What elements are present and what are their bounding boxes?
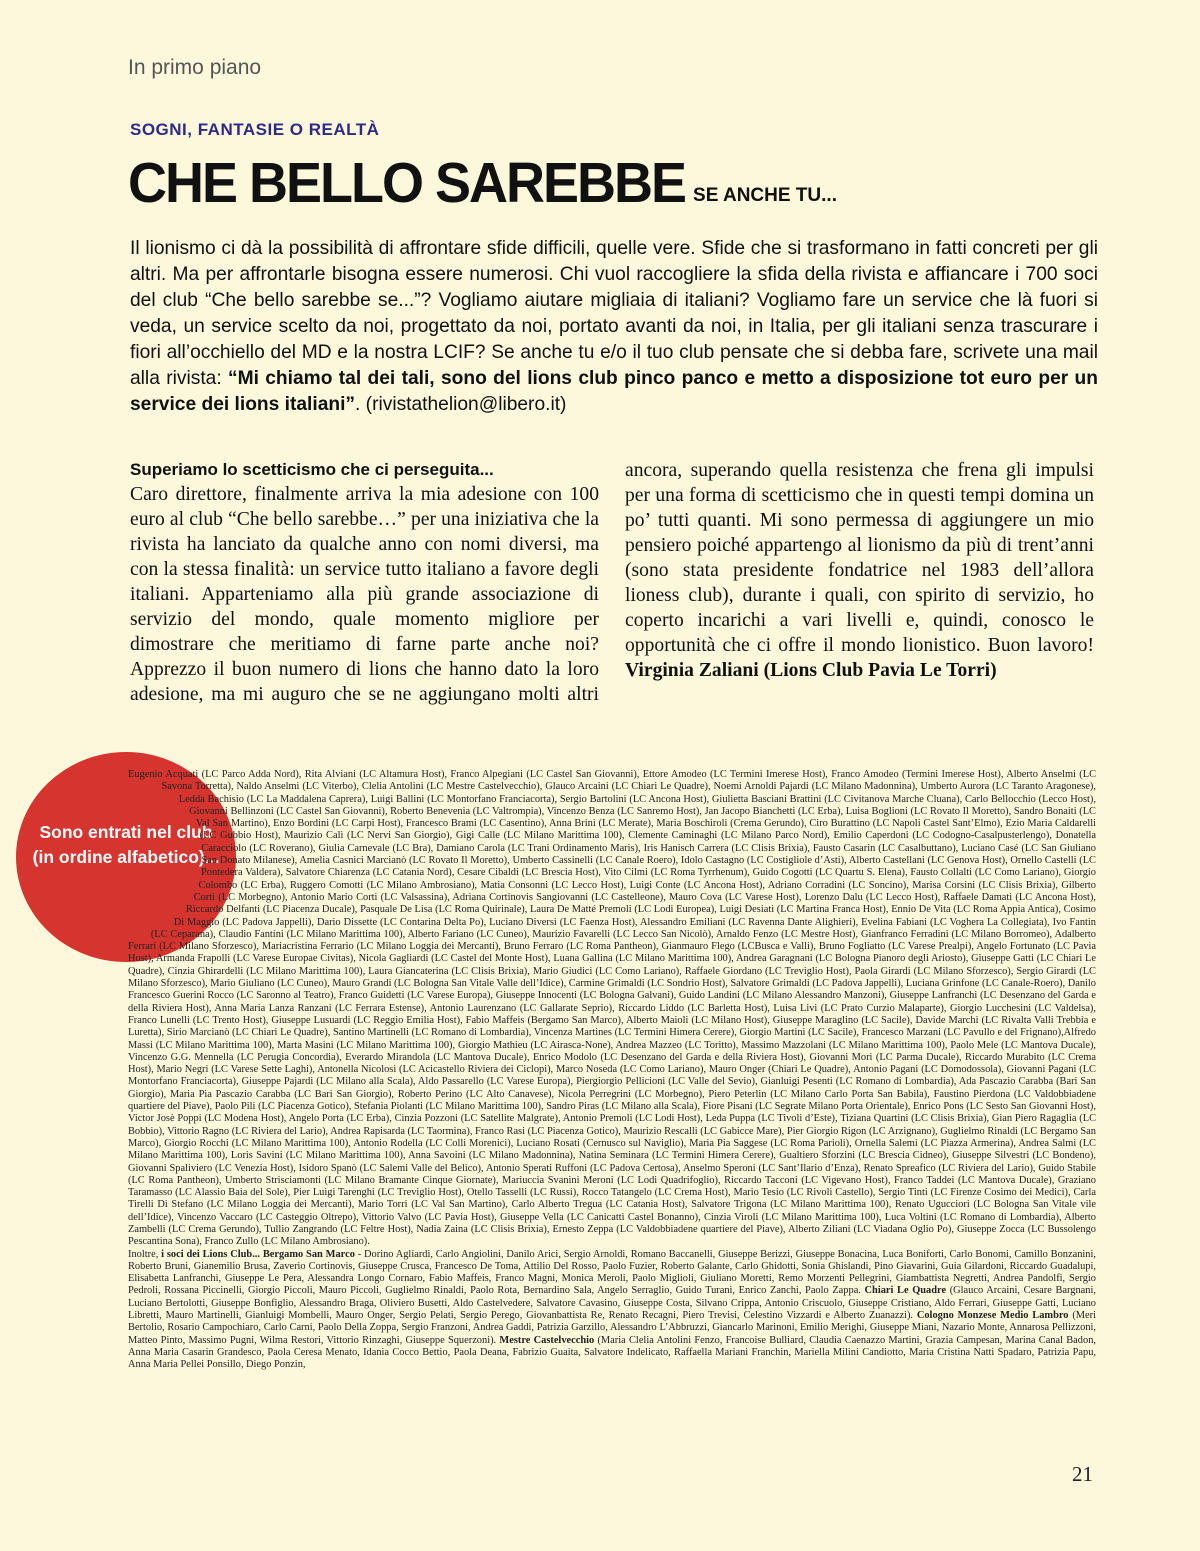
badge-line1: Sono entrati nel club <box>39 822 213 842</box>
intro-paragraph <box>130 236 1098 418</box>
kicker: SOGNI, FANTASIE O REALTÀ <box>130 120 380 139</box>
club-members-chiari: (Glauco Arcaini, Cesare Bargnani, Luciano Bertolotti, Giuseppe Bonfiglio, Alessandro Braga, Oliviero Busetti, Aldo Castelvedere, Salvatore Cavasino, Giuseppe Costa, Silvano Crippa, Antonio Criscuolo, Giuseppe Cristiano, Aldo Ferrari, Giuseppe Gatti, Luciano Libretti, Mauro Martinelli, Gianluigi Mombelli, Mauro Onger, Sergio Pelati, Sergio Perego, Giovanbattista Re, Renato Recagni, Piero Trevisi, Celestino Vizzardi e Alberto Zuanazzi). <box>128 1285 1096 1322</box>
page-number: 21 <box>1072 1462 1093 1486</box>
reader-letter <box>130 458 1094 707</box>
intro-text: Il lionismo ci dà la possibilità di affrontare sfide difficili, quelle vere. Sfide che si trasformano in fatti concreti per gli altri. Ma per affrontarle bisogna essere numerosi. Chi vuol raccogliere la sfida della rivista e affiancare i 700 soci del club “Che bello sarebbe se...”? Vogliamo aiutare migliaia di italiani? Vogliamo fare un service che là fuori si veda, un service scelto da noi, progettato da noi, portato avanti da noi, in Italia, per gli italiani senza trascurare i fiori all’occhiello del MD e la nostra LCIF? Se anche tu e/o il tuo club pensate che si debba fare, scrivete una mail alla rivista: <box>130 238 1098 389</box>
members-names: Eugenio Acquati (LC Parco Adda Nord), Rita Alviani (LC Altamura Host), Franco Alpegiani (LC Castel San Giovanni), Ettore Amodeo (LC Termini Imerese Host), Franco Amodeo (Termini Imerese Host), Alberto Anselmi (LC Savona Torretta), Naldo Anselmi (LC Viterbo), Clelia Antolini (LC Mestre Castelvecchio), Glauco Arcaini (LC Chiari Le Quadre), Noemi Arnoldi Pajardi (LC Milano Madonnina), Umberto Aurora (LC Taranto Aragonese), Ledda Bachisio (LC La Maddalena Caprera), Luigi Ballini (LC Montorfano Franciacorta), Sergio Bartolini (LC Ancona Host), Giulietta Basciani Brattini (LC Civitanova Marche Cluana), Carlo Bellocchio (Lecco Host), Giovanni Bellinzoni (LC Castel San Giovanni), Roberto Benevenia (LC Valtrompia), Vincenzo Benza (LC Sanremo Host), Jan Jacopo Bianchetti (LC Erba), Luisa Boglioni (LC Rovato Il Moretto), Sandro Bonaiti (LC Val San Martino), Enzo Bordini (LC Carpi Host), Francesco Brami (LC Casentino), Anna Brini (LC Merate), Maria Boschiroli (Crema Gerundo), Ciro Burattino (LC Napoli Castel Sant’Elmo), Ezio Maria Caldarelli (LC Gubbio Host), Maurizio Calì (LC Nervi San Giorgio), Gigi Calle (LC Milano Marittima 100), Clemente Caminaghi (LC Milano Parco Nord), Emilio Caperdoni (LC Codogno-Casalpusterlengo), Donatella Caracciolo (LC Roverano), Giulia Carnevale (LC Bra), Damiano Carola (LC Trani Ordinamento Maris), Iris Hanisch Carrera (LC Clisis Brixia), Fausto Casarin (LC Casalbuttano), Luciano Casé (LC San Giuliano San Donato Milanese), Amelia Casnici Marcianò (LC Rovato Il Moretto), Umberto Cassinelli (LC Canale Roero), Idolo Castagno (LC Costigliole d’Asti), Alberto Castellani (LC Genova Host), Ornello Castelli (LC Pontedera Valdera), Salvatore Chiarenza (LC Catania Nord), Cesare Cibaldi (LC Brescia Host), Vito Cilmi (LC Roma Tyrrhenum), Guido Cogotti (LC Quartu S. Elena), Fausto Collalti (LC Como Lariano), Giorgio Colombo (LC Erba), Ruggero Comotti (LC Milano Ambrosiano), Matia Consonni (LC Lecco Host), Luigi Conte (LC Ancona Host), Adriano Corradini (LC Soncino), Marisa Corsini (LC Clisis Brixia), Gilberto Corti (LC Morbegno), Antonio Mario Corti (LC Valsassina), Adriana Cortinovis Sangiovanni (LC Castelleone), Mauro Cova (LC Varese Host), Lorenzo Dalu (LC Lecco Host), Raffaele Damati (LC Ancona Host), Riccardo Delfanti (LC Piacenza Ducale), Pasquale De Lisa (LC Roma Quirinale), Laura De Matté Premoli (LC Lodi Europea), Luigi Desiati (LC Martina Franca Host), Ennio De Vita (LC Roma Appia Antica), Cosimo Di Maggio (LC Padova Jappelli), Dario Dissette (LC Contarina Delta Po), Luciano Diversi (LC Faenza Host), Alessandro Emiliani (LC Ravenna Dante Alighieri), Evelina Fabiani (LC Voghera La Collegiata), Ivo Fantin (LC Ceparana), Claudio Fantini (LC Milano Marittima 100), Alberto Fariano (LC Cuneo), Maurizio Favarelli (LC Lecco San Nicolò), Arnaldo Fenzo (LC Mestre Host), Gianfranco Ferradini (LC Milano Borromeo), Adalberto Ferrari (LC Milano Sforzesco), Mariacristina Ferrario (LC Milano Loggia dei Mercanti), Bruno Ferraro (LC Roma Pantheon), Gianmauro Flego (LCBusca e Valli), Bruno Fogliatto (LC Varese Prealpi), Angelo Fortunato (LC Pavia Host), Armanda Frapolli (LC Varese Europae Civitas), Nicola Gagliardi (LC Castel del Monte Host), Luana Gallina (LC Milano Marittima 100), Andrea Garagnani (LC Bologna Pianoro degli Ariosto), Giuseppe Gatti (LC Chiari Le Quadre), Cinzia Ghirardelli (LC Milano Marittima 100), Laura Giancaterina (LC Clisis Brixia), Mario Giudici (LC Como Lariano), Raffaele Giordano (LC Treviglio Host), Paola Girardi (LC Milano Sforzesco), Sergio Girardi (LC Milano Sforzesco), Mario Giuliano (LC Cuneo), Mauro Grandi (LC Bologna San Vitale Valle dell’Idice), Carmine Grimaldi (LC Sondrio Host), Salvatore Grimaldi (LC Padova Jappelli), Luciana Grinfone (LC Canale-Roero), Danilo Francesco Guerini Rocco (LC Saronno al Teatro), Franco Guidetti (LC Varese Europa), Giuseppe Innocenti (LC Bologna Galvani), Guido Landini (LC Milano Alessandro Manzoni), Giuseppe Lanfranchi (LC Desenzano del Garda e della Riviera Host), Anna Maria Lanza Ranzani (LC Ferrara Estense), Antonio Laurenzano (LC Gallarate Seprio), Riccardo Liddo (LC Barletta Host), Luisa Livi (LC Prato Curzio Malaparte), Giorgio Lucchesini (LC Valdelsa), Franco Lunelli (LC Trento Host), Giuseppe Lusuardi (LC Reggio Emilia Host), Fabio Maffeis (Bergamo San Marco), Alberto Maioli (LC Milano Host), Giuseppe Maraglino (LC Sacile), Davide Marchi (LC Rivalta Valli Trebbia e Luretta), Sirio Marcianò (LC Chiari Le Quadre), Santino Martinelli (LC Romano di Lombardia), Vincenza Martines (LC Termini Himera Cerere), Giorgio Martini (LC Sacile), Francesco Marzani (LC Pavullo e del Frignano),Alfredo Massi (LC Milano Marittima 100), Marta Masini (LC Milano Marittima 100), Giorgio Mathieu (LC Airasca-None), Andrea Mazzeo (LC Toritto), Massimo Mazzolani (LC Milano Marittima 100), Paolo Mele (LC Mantova Ducale), Vincenzo G.G. Mennella (LC Perugia Concordia), Everardo Mirandola (LC Mantova Ducale), Enrico Modolo (LC Desenzano del Garda e della Riviera Host), Giovanni Mori (LC Parma Ducale), Riccardo Murabito (LC Crema Host), Mario Negri (LC Varese Sette Laghi), Antonella Nicolosi (LC Acicastello Riviera dei Ciclopi), Marco Noseda (LC Como Lariano), Mauro Onger (Chiari Le Quadre), Antonio Pagani (LC Domodossola), Giovanni Pagani (LC Montorfano Franciacorta), Giuseppe Pajardi (LC Milano alla Scala), Aldo Passarello (LC Varese Europa), Piergiorgio Pellicioni (LC Valle del Sevio), Gianluigi Pesenti (LC Romano di Lombardia), Ada Pascazio Carabba (Bari San Giorgio), Maria Pia Pascazio Carabba (LC Bari San Giorgio), Roberto Perino (LC Alto Canavese), Nicola Perregrini (LC Morbegno), Piero Peterlin (LC Milano Carlo Porta San Babila), Faustino Pierdona (LC Valdobbiadene quartiere del Piave), Paolo Pili (LC Piacenza Gotico), Stefania Piolanti (LC Milano Marittima 100), Sandro Piras (LC Milano alla Scala), Fiore Pisani (LC Segrate Milano Porta Orientale), Enrico Pons (LC Sesto San Giovanni Host), Victor Josè Poppi (LC Modena Host), Angelo Porta (LC Erba), Cinzia Pozzoni (LC Satellite Malgrate), Antonio Premoli (LC Lodi Host), Leda Puppa (LC Tivoli d’Este), Tiziana Quartini (LC Clisis Brixia), Gian Piero Ragaglia (LC Bobbio), Vittorio Ragno (LC Riviera del Lario), Andrea Rapisarda (LC Taormina), Franco Rasi (LC Piacenza Gotico), Maurizio Rescalli (LC Gabicce Mare), Pier Giorgio Rigon (LC Arzignano), Guglielmo Rinaldi (LC Bergamo San Marco), Giorgio Rocchi (LC Milano Marittima 100), Antonio Rodella (LC Colli Morenici), Luciano Rosati (Cernusco sul Naviglio), Maria Pia Saggese (LC Roma Parioli), Ornella Salemi (LC Piazza Armerina), Andrea Salmi (LC Milano Marittima 100), Loris Savini (LC Milano Marittima 100), Anna Savoini (LC Milano Madonnina), Natina Seminara (LC Termini Himera Cerere), Gualtiero Sforzini (LC Brescia Cidneo), Giuseppe Silvestri (LC Bondeno), Giovanni Spaliviero (LC Venezia Host), Isidoro Spanò (LC Salemi Valle del Belìco), Antonio Sperati Ruffoni (LC Padova Certosa), Anselmo Speroni (LC Sant’Ilario d’Enza), Renato Spreafico (LC Riviera del Lario), Guido Stabile (LC Roma Pantheon), Umberto Strisciamonti (LC Milano Bramante Cinque Giornate), Mariuccia Svanini Meroni (LC Lodi Quadrifoglio), Riccardo Tacconi (LC Vigevano Host), Franco Taddei (LC Mantova Ducale), Graziano Taramasso (LC Alassio Baia del Sole), Pier Luigi Tarenghi (LC Treviglio Host), Otello Tasselli (LC Russi), Rocco Tatangelo (LC Crema Host), Mario Tesio (LC Rivoli Castello), Sergio Tinti (LC Firenze Cosimo dei Medici), Carla Tirelli Di Stefano (LC Milano Loggia dei Mercanti), Mario Torri (LC Val San Martino), Carlo Alberto Tregua (LC Catania Host), Salvatore Trigona (LC Milano Marittima 100), Renato Ugucciori (LC Bologna San Vitale vile dell’Idice), Vincenzo Vaccaro (LC Casteggio Oltrepo), Vittorio Valvo (LC Pavia Host), Giuseppe Vella (LC Canicattì Castel Bonanno), Cinzia Viroli (LC Milano Marittima 100), Luca Voltini (LC Romano di Lombardia), Alberto Zambelli (LC Crema Gerundo), Tullio Zangrando (LC Feltre Host), Nadia Zaina (LC Clisis Brixia), Ernesto Zeppa (LC Valdobbiadene quartiere del Piave), Alberto Ziliani (LC Viadana Oglio Po), Giuseppe Zocca (LC Bussolengo Pescantina Sona), Franco Zullo (LC Milano Ambrosiano). <box>128 769 1096 1248</box>
letter-body: Caro direttore, finalmente arriva la mia adesione con 100 euro al club “Che bello sarebbe…” per una iniziativa che la rivista ha lanciato da qualche anno con nomi diversi, ma con la stessa finalità: un service tutto italiano a favore degli italiani. Apparteniamo alla più grande associazione di servizio del mondo, quale momento migliore per dimostrare che meritiamo di farne parte anche noi? Apprezzo il buon numero di lions che hanno dato la loro adesione, ma mi auguro che se ne aggiungano molti altri ancora, superando quella resistenza che frena gli impulsi per una forma di scetticismo che in questi tempi domina un po’ tutti quanti. Mi sono permessa di aggiungere un mio pensiero poiché appartengo al lionismo da più di trent’anni (sono stata presidente fondatrice nel 1983 dell’allora lioness club), durante i quali, con spirito di servizio, ho coperto incarichi a vari livelli e, quindi, conosco le opportunità che ci offre il mondo lionistico. Buon lavoro! <box>130 460 1094 705</box>
club-name-bergamo: i soci dei Lions Club... Bergamo San Marco <box>161 1248 355 1260</box>
headline-tail: SE ANCHE TU... <box>693 185 837 206</box>
intro-end: . (rivistathelion@libero.it) <box>355 394 567 415</box>
members-also-intro: Inoltre, <box>128 1248 162 1260</box>
intro-bold: “Mi chiamo tal dei tali, sono del lions club pinco panco e metto a disposizione tot euro per un service dei lions italiani” <box>130 368 1098 415</box>
members-list <box>128 769 1096 1372</box>
club-name-chiari: Chiari Le Quadre <box>864 1285 947 1297</box>
club-members-bergamo: - Dorino Agliardi, Carlo Angiolini, Danilo Arici, Sergio Arnoldi, Romano Baccanelli, Giuseppe Berizzi, Giuseppe Bonacina, Luca Boniforti, Carlo Bonomi, Camillo Bonzanini, Roberto Bruni, Gianemilio Brusa, Zaverio Cortinovis, Giuseppe Crusca, Francesco De Toma, Attilio Del Rosso, Paolo Fuzier, Roberto Galante, Carlo Ghidotti, Sonia Ghislandi, Pino Giavarini, Guia Gilardoni, Riccardo Guadalupi, Elisabetta Lanfranchi, Giuseppe Le Pera, Alessandra Longo Cornaro, Fabio Maffeis, Franco Magni, Monica Meroli, Paolo Miglioli, Giuliano Moretti, Remo Morzenti Pellegrini, Giambattista Negretti, Andrea Pandolfi, Sergio Pedroli, Rossana Piccinelli, Giorgio Piccoli, Mauro Piccoli, Guglielmo Rinaldi, Paolo Rota, Bernardino Sala, Angelo Serraglio, Guido Turani, Enrico Zanchi, Paolo Zappa. <box>128 1248 1096 1297</box>
headline <box>128 152 837 214</box>
badge-line2: (in ordine alfabetico)... <box>32 847 220 867</box>
section-label: In primo piano <box>128 56 262 79</box>
club-members-cologno: (Meri Bertolio, Rosario Campochiaro, Carlo Carni, Paolo Della Zoppa, Sergio Franzoni, Andrea Gaddi, Patrizia Garzillo, Alessandro L’Abbruzzi, Giancarlo Marinoni, Emilio Merighi, Giuseppe Miani, Nazario Monte, Annarosa Pellizzoni, Matteo Pinto, Massimo Pugni, Wilma Restori, Vittorio Rinzaghi, Giuseppe Squerzoni). <box>128 1310 1096 1346</box>
letter-signature: Virginia Zaliani (Lions Club Pavia Le Torri) <box>625 660 997 681</box>
letter-heading: Superiamo lo scetticismo che ci perseguita... <box>130 460 494 479</box>
club-members-mestre: (Maria Clelia Antolini Fenzo, Francoise Bulliard, Claudia Caenazzo Martini, Grazia Campesan, Marina Canal Badon, Anna Maria Casarin Grandesco, Paola Ceresa Menato, Idania Cocco Bettio, Paola Deana, Fabrizio Guaita, Salvatore Indelicato, Raffaella Mariani Franchin, Mariella Milini Candiotto, Maria Cristina Natti Spadaro, Patrizia Papu, Anna Maria Pellei Ponsillo, Diego Ponzin, <box>128 1334 1096 1371</box>
club-name-mestre: Mestre Castelvecchio <box>499 1334 595 1346</box>
headline-main: CHE BELLO SAREBBE <box>128 151 686 215</box>
club-name-cologno: Cologno Monzese Medio Lambro <box>916 1310 1069 1322</box>
